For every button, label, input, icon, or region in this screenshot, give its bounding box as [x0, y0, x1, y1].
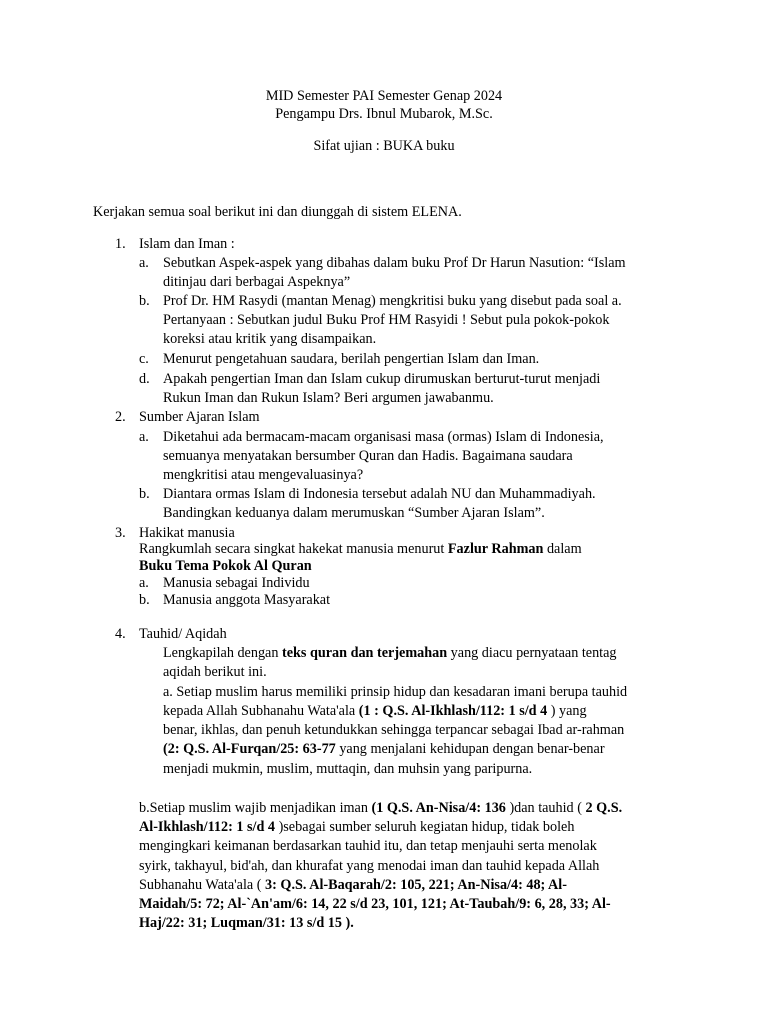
q3a-line1: Manusia sebagai Individu: [163, 575, 310, 591]
q1d-letter: d.: [139, 371, 150, 387]
q4-line2: aqidah berikut ini.: [163, 664, 267, 680]
q4b-line1: b.Setiap muslim wajib menjadikan iman (1 Q.S. An-Nisa/4: 136 )dan tauhid ( 2 Q.S.: [139, 800, 623, 816]
q1d-line2: Rukun Iman dan Rukun Islam? Beri argumen jawabanmu.: [163, 390, 494, 406]
document-title: MID Semester PAI Semester Genap 2024: [265, 88, 503, 104]
q1c-line1: Menurut pengetahuan saudara, berilah pengertian Islam dan Iman.: [163, 351, 540, 367]
q3-title: Hakikat manusia: [139, 525, 235, 541]
q1-title: Islam dan Iman :: [139, 236, 235, 252]
q3b-line1: Manusia anggota Masyarakat: [163, 592, 331, 608]
q4b-line6: Maidah/5: 72; Al-`An'am/6: 14, 22 s/d 23, 101, 121; At-Taubah/9: 6, 28, 33; Al-: [139, 896, 611, 912]
q2a-letter: a.: [139, 429, 149, 445]
q1a-letter: a.: [139, 255, 149, 271]
q4-number: 4.: [115, 626, 126, 642]
q4-line1: Lengkapilah dengan teks quran dan terjemahan yang diacu pernyataan tentag: [163, 645, 617, 661]
q1b-letter: b.: [139, 293, 150, 309]
q4-line7: menjadi mukmin, muslim, muttaqin, dan muhsin yang paripurna.: [163, 761, 533, 777]
q3-intro: Rangkumlah secara singkat hakekat manusia menurut Fazlur Rahman dalam: [139, 541, 582, 557]
q4b-line3: mengingkari keimanan berdasarkan tauhid itu, dan tetap menjauhi serta menolak: [139, 838, 597, 854]
exam-type-line: Sifat ujian : BUKA buku: [313, 138, 455, 154]
q4-line6: (2: Q.S. Al-Furqan/25: 63-77 yang menjalani kehidupan dengan benar-benar: [163, 741, 605, 757]
q4b-line7: Haj/22: 31; Luqman/31: 13 s/d 15 ).: [139, 915, 354, 931]
q4b-line2: Al-Ikhlash/112: 1 s/d 4 )sebagai sumber seluruh kegiatan hidup, tidak boleh: [139, 819, 575, 835]
q3-book-title: Buku Tema Pokok Al Quran: [139, 558, 312, 574]
q1a-line2: ditinjau dari berbagai Aspeknya”: [163, 274, 351, 290]
q2-title: Sumber Ajaran Islam: [139, 409, 260, 425]
q2a-line3: mengkritisi atau mengevaluasinya?: [163, 467, 364, 483]
q4b-line5: Subhanahu Wata'ala ( 3: Q.S. Al-Baqarah/2: 105, 221; An-Nisa/4: 48; Al-: [139, 877, 567, 893]
q1d-line1: Apakah pengertian Iman dan Islam cukup dirumuskan berturut-turut menjadi: [163, 371, 601, 387]
q4-line5: benar, ikhlas, dan penuh ketundukkan sehingga terpancar sebagai Ibad ar-rahman: [163, 722, 625, 738]
q4b-line4: syirk, takhayul, bid'ah, dan khurafat yang menodai iman dan tauhid kepada Allah: [139, 858, 600, 874]
q1c-letter: c.: [139, 351, 149, 367]
q1b-line2: Pertanyaan : Sebutkan judul Buku Prof HM Rasyidi ! Sebut pula pokok-pokok: [163, 312, 610, 328]
q3-number: 3.: [115, 525, 126, 541]
q4-line3: a. Setiap muslim harus memiliki prinsip hidup dan kesadaran imani berupa tauhid: [163, 684, 628, 700]
lecturer-line: Pengampu Drs. Ibnul Mubarok, M.Sc.: [275, 106, 493, 122]
q3a-letter: a.: [139, 575, 149, 591]
q2a-line2: semuanya menyatakan bersumber Quran dan Hadis. Bagaimana saudara: [163, 448, 573, 464]
q1a-line1: Sebutkan Aspek-aspek yang dibahas dalam buku Prof Dr Harun Nasution: “Islam: [163, 255, 626, 271]
q3b-letter: b.: [139, 592, 150, 608]
q1b-line3: koreksi atau kritik yang disampaikan.: [163, 331, 377, 347]
q4-line4: kepada Allah Subhanahu Wata'ala (1 : Q.S. Al-Ikhlash/112: 1 s/d 4 ) yang: [163, 703, 587, 719]
q4-title: Tauhid/ Aqidah: [139, 626, 227, 642]
q2b-letter: b.: [139, 486, 150, 502]
q1-number: 1.: [115, 236, 126, 252]
instruction-text: Kerjakan semua soal berikut ini dan diunggah di sistem ELENA.: [93, 204, 462, 220]
q1b-line1: Prof Dr. HM Rasydi (mantan Menag) mengkritisi buku yang disebut pada soal a.: [163, 293, 622, 309]
q2-number: 2.: [115, 409, 126, 425]
q2a-line1: Diketahui ada bermacam-macam organisasi masa (ormas) Islam di Indonesia,: [163, 429, 604, 445]
q2b-line2: Bandingkan keduanya dalam merumuskan “Sumber Ajaran Islam”.: [163, 505, 545, 521]
q2b-line1: Diantara ormas Islam di Indonesia tersebut adalah NU dan Muhammadiyah.: [163, 486, 596, 502]
